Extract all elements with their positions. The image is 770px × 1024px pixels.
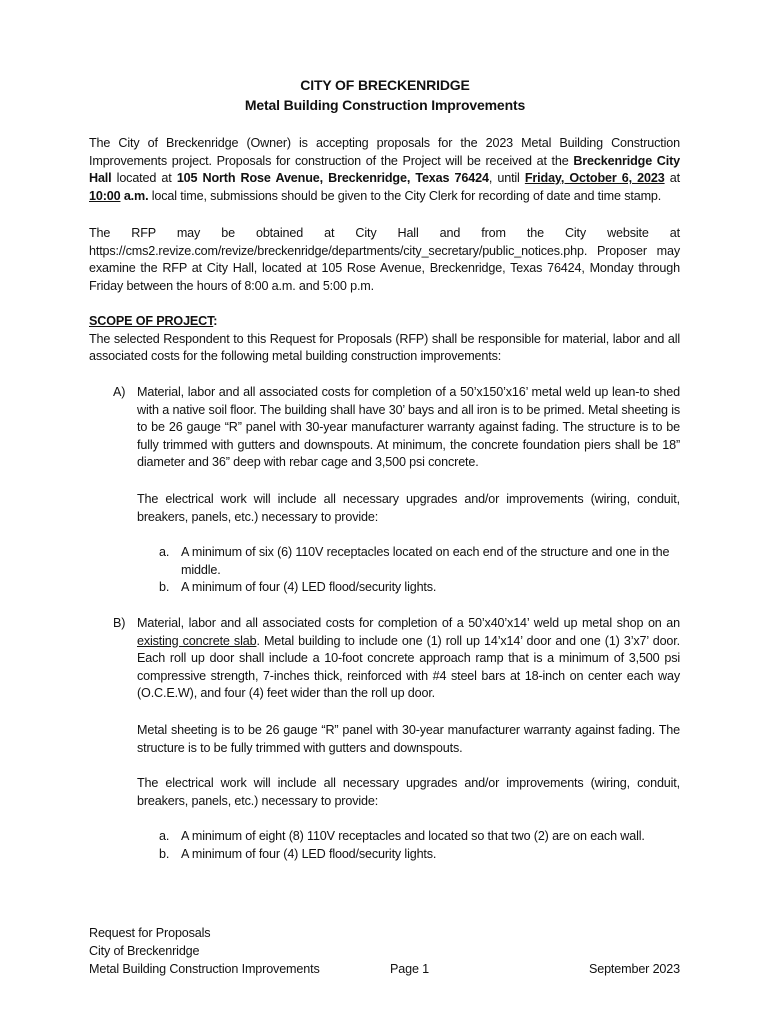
rfp-website-link[interactable]: https://cms2.revize.com/revize/breckenridge/departments/city_secretary/public_notices.php (89, 243, 584, 258)
doc-title-city: CITY OF BRECKENRIDGE (300, 77, 470, 93)
item-a-marker: A) (113, 385, 126, 399)
item-a-sub-b-text: A minimum of four (4) LED flood/security lights. (181, 580, 437, 594)
footer-line-2: City of Breckenridge (89, 944, 200, 958)
item-b-electrical: The electrical work will include all necessary upgrades and/or improvements (wiring, conduit, breakers, panels, etc.) necessary to provide: (137, 776, 680, 808)
footer-date: September 2023 (588, 962, 680, 976)
scope-heading: SCOPE OF PROJECT (89, 314, 214, 328)
page-number: Page 1 (390, 962, 430, 976)
item-a-text: Material, labor and all associated costs for completion of a 50’x150’x16’ metal weld up lean-to shed with a native soil floor. The building shall have 30’ bays and all iron is to be primed. Metal sheeting is to be 26 gauge “R” panel with 30-year manufacturer warranty against fading. The structure is to be fully trimmed with gutters and downspouts. At minimum, the concrete foundation piers shall be 18” diameter and 36” deep with rebar cage and 3,500 psi concrete. (137, 385, 680, 470)
item-b-text: Material, labor and all associated costs for completion of a 50’x40’x14’ weld up metal shop on an existing concrete slab. Metal building to include one (1) roll up 14’x14’ door and one (1) 3’x7’ door. Each roll up door shall include a 10-foot concrete approach ramp that is a minimum of 3,500 psi compressive strength, 7-inches thick, reinforced with #4 steel bars at 18-inch on center each way (O.C.E.W), and four (4) feet wider than the roll up door. (137, 616, 680, 701)
item-b-sub-b-marker: b. (159, 847, 170, 861)
scope-section: SCOPE OF PROJECT: The selected Respondent to this Request for Proposals (RFP) shall be responsible for material, labor and all associated costs for the following metal building construction improvements: (89, 314, 680, 364)
item-a-sub-a-marker: a. (159, 545, 170, 559)
intro-paragraph-1: The City of Breckenridge (Owner) is accepting proposals for the 2023 Metal Building Construction Improvements project. Proposals for construction of the Project will be received at the Breckenridge City Hall located at 105 North Rose Avenue, Breckenridge, Texas 76424, until Friday, October 6, 2023 at 10:00 a.m. local time, submissions should be given to the City Clerk for recording of date and time stamp. (89, 136, 680, 203)
item-b-marker: B) (113, 616, 126, 630)
intro-paragraph-2-line-1: The RFP may be obtained at City Hall and from the City website at (89, 226, 680, 240)
item-b-sub-a-marker: a. (159, 829, 170, 843)
item-b-sub-a-text: A minimum of eight (8) 110V receptacles and located so that two (2) are on each wall. (181, 829, 645, 843)
item-a-sub-a-text: A minimum of six (6) 110V receptacles located on each end of the structure and one in the middle. (181, 545, 670, 577)
intro-paragraph-2: https://cms2.revize.com/revize/breckenridge/departments/city_secretary/public_notices.php. Proposer may examine the RFP at City Hall, located at 105 Rose Avenue, Breckenridge, Texas 76424, Monday through Friday between the hours of 8:00 a.m. and 5:00 p.m. (89, 243, 680, 293)
due-time: 10:00 (89, 188, 121, 203)
doc-title-project: Metal Building Construction Improvements (244, 97, 526, 113)
due-date: Friday, October 6, 2023 (524, 171, 665, 186)
item-a-electrical: The electrical work will include all necessary upgrades and/or improvements (wiring, conduit, breakers, panels, etc.) necessary to provide: (137, 492, 680, 524)
footer-line-3: Metal Building Construction Improvements (89, 962, 320, 976)
scope-text: The selected Respondent to this Request for Proposals (RFP) shall be responsible for material, labor and all associated costs for the following metal building construction improvements: (89, 331, 680, 364)
item-b-sheeting: Metal sheeting is to be 26 gauge “R” panel with 30-year manufacturer warranty against fading. The structure is to be fully trimmed with gutters and downspouts. (137, 723, 680, 755)
footer-line-1: Request for Proposals (89, 926, 211, 940)
item-a-sub-b-marker: b. (159, 580, 170, 594)
item-b-sub-b-text: A minimum of four (4) LED flood/security lights. (181, 847, 437, 861)
